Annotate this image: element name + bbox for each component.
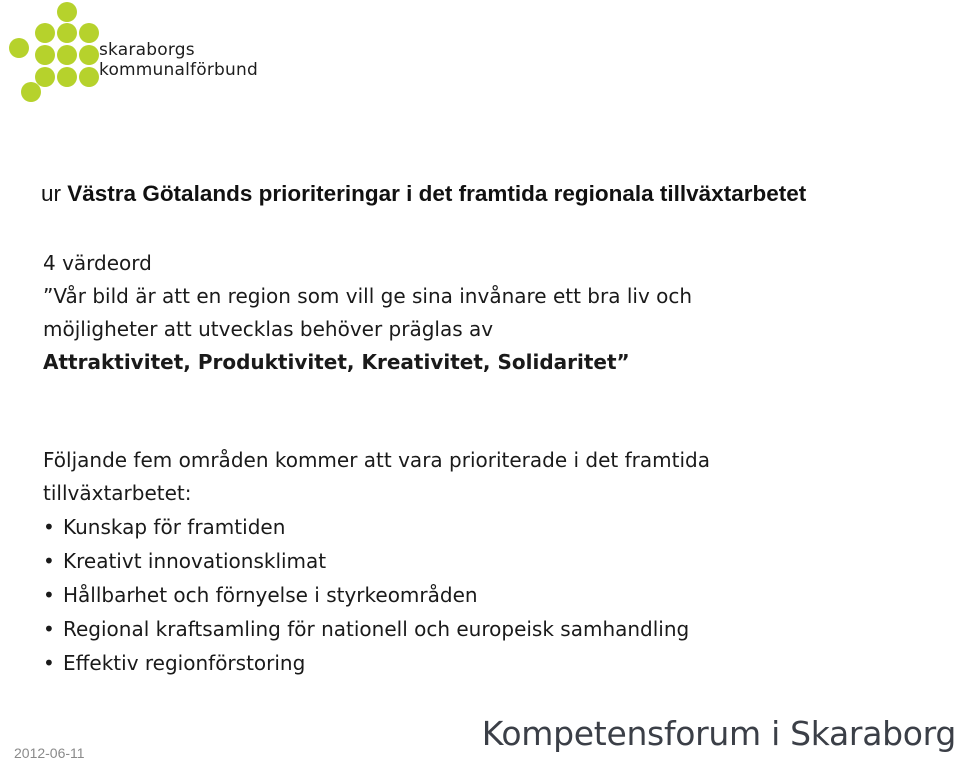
heading-prefix: ur bbox=[41, 181, 68, 206]
bullet-icon: • bbox=[43, 515, 55, 539]
values-quote-line-2: möjligheter att utvecklas behöver präglas av bbox=[43, 317, 494, 341]
values-title: 4 värdeord bbox=[43, 251, 152, 275]
logo-wordmark bbox=[99, 40, 258, 80]
areas-intro-line-2: tillväxtarbetet: bbox=[43, 481, 192, 505]
list-item-label: Kreativt innovationsklimat bbox=[63, 549, 327, 573]
list-item bbox=[43, 612, 710, 646]
bullet-icon: • bbox=[43, 549, 55, 573]
list-item bbox=[43, 544, 710, 578]
list-item-label: Hållbarhet och förnyelse i styrkeområden bbox=[63, 583, 478, 607]
priority-areas-section bbox=[43, 444, 710, 680]
list-item bbox=[43, 646, 710, 680]
logo-line-2: kommunalförbund bbox=[99, 60, 258, 80]
list-item-label: Kunskap för framtiden bbox=[63, 515, 286, 539]
footer-title: Kompetensforum i Skaraborg bbox=[481, 714, 956, 753]
values-section bbox=[43, 247, 692, 379]
bullet-icon: • bbox=[43, 583, 55, 607]
page-heading bbox=[41, 179, 806, 209]
values-quote-line-1: ”Vår bild är att en region som vill ge sina invånare ett bra liv och bbox=[43, 284, 693, 308]
logo-dots-icon bbox=[0, 0, 110, 110]
list-item bbox=[43, 578, 710, 612]
logo-line-1: skaraborgs bbox=[99, 40, 195, 60]
priority-list bbox=[43, 510, 710, 680]
bullet-icon: • bbox=[43, 651, 55, 675]
areas-intro-line-1: Följande fem områden kommer att vara prioriterade i det framtida bbox=[43, 448, 710, 472]
list-item-label: Effektiv regionförstoring bbox=[63, 651, 306, 675]
bullet-icon: • bbox=[43, 617, 55, 641]
list-item bbox=[43, 510, 710, 544]
slide-date: 2012-06-11 bbox=[14, 745, 85, 761]
heading-title: Västra Götalands prioriteringar i det framtida regionala tillväxtarbetet bbox=[67, 181, 807, 206]
skaraborg-logo bbox=[0, 0, 260, 110]
list-item-label: Regional kraftsamling för nationell och europeisk samhandling bbox=[63, 617, 690, 641]
values-quote-line-3: Attraktivitet, Produktivitet, Kreativitet, Solidaritet” bbox=[43, 350, 630, 374]
